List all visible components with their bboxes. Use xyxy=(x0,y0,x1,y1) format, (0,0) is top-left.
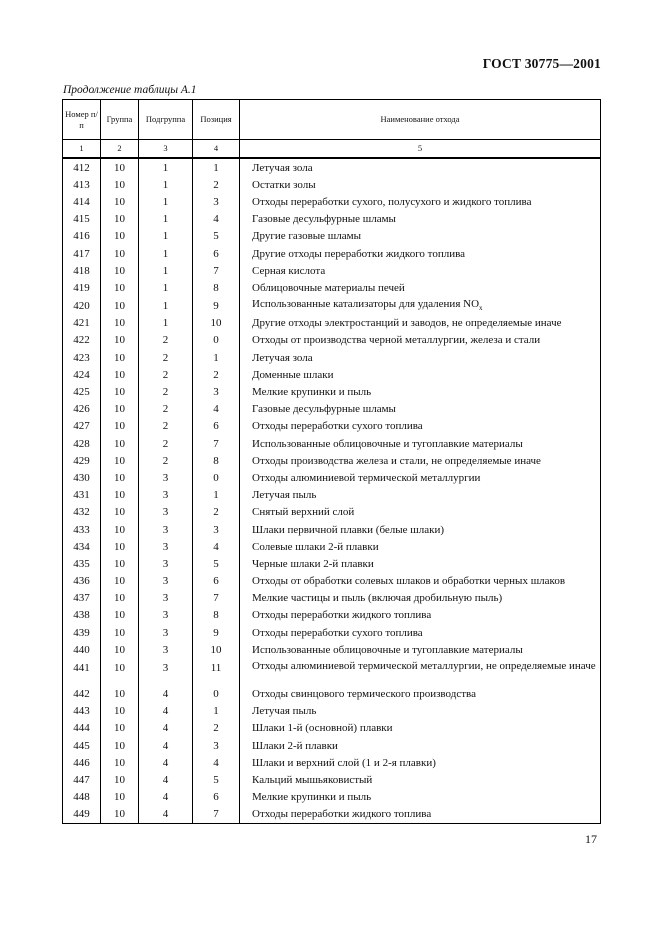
row-position: 7 xyxy=(193,262,240,279)
row-subgroup: 4 xyxy=(139,771,193,788)
row-position: 2 xyxy=(193,176,240,193)
row-number: 430 xyxy=(63,469,101,486)
table-body xyxy=(63,158,601,823)
row-subgroup: 3 xyxy=(139,624,193,641)
row-subgroup: 2 xyxy=(139,452,193,469)
row-number: 429 xyxy=(63,452,101,469)
row-number: 414 xyxy=(63,193,101,210)
table-row xyxy=(63,418,601,435)
table-row xyxy=(63,685,601,702)
row-group: 10 xyxy=(101,538,139,555)
row-position: 7 xyxy=(193,806,240,824)
row-group: 10 xyxy=(101,624,139,641)
row-group: 10 xyxy=(101,228,139,245)
row-group: 10 xyxy=(101,176,139,193)
table-row xyxy=(63,590,601,607)
row-waste-name: Отходы алюминиевой термической металлургии xyxy=(240,469,601,486)
row-position: 6 xyxy=(193,789,240,806)
row-number: 420 xyxy=(63,297,101,315)
row-waste-name: Мелкие крупинки и пыль xyxy=(240,383,601,400)
row-waste-name: Кальций мышьяковистый xyxy=(240,771,601,788)
table-row xyxy=(63,315,601,332)
column-number-row xyxy=(63,140,601,159)
row-position: 10 xyxy=(193,641,240,658)
row-waste-name: Отходы алюминиевой термической металлургии, не определяемые иначе xyxy=(240,658,601,685)
col-header-position: Позиция xyxy=(193,100,240,140)
row-subgroup: 1 xyxy=(139,245,193,262)
row-group: 10 xyxy=(101,279,139,296)
row-number: 425 xyxy=(63,383,101,400)
row-position: 7 xyxy=(193,590,240,607)
row-waste-name: Летучая пыль xyxy=(240,487,601,504)
row-waste-name: Летучая зола xyxy=(240,158,601,176)
table-row xyxy=(63,349,601,366)
table-row xyxy=(63,658,601,685)
table-row xyxy=(63,297,601,315)
row-subgroup: 3 xyxy=(139,641,193,658)
row-position: 7 xyxy=(193,435,240,452)
table-row xyxy=(63,607,601,624)
row-waste-name: Отходы переработки сухого, полусухого и жидкого топлива xyxy=(240,193,601,210)
row-position: 6 xyxy=(193,245,240,262)
table-row xyxy=(63,262,601,279)
row-subgroup: 4 xyxy=(139,737,193,754)
row-waste-name: Шлаки 1-й (основной) плавки xyxy=(240,720,601,737)
row-position: 1 xyxy=(193,158,240,176)
row-number: 423 xyxy=(63,349,101,366)
table-row xyxy=(63,193,601,210)
row-waste-name: Другие отходы переработки жидкого топлива xyxy=(240,245,601,262)
col-number: 4 xyxy=(193,140,240,159)
row-position: 6 xyxy=(193,573,240,590)
row-position: 8 xyxy=(193,452,240,469)
row-number: 426 xyxy=(63,401,101,418)
row-group: 10 xyxy=(101,193,139,210)
table-row xyxy=(63,720,601,737)
row-number: 440 xyxy=(63,641,101,658)
row-group: 10 xyxy=(101,737,139,754)
row-number: 419 xyxy=(63,279,101,296)
table-row xyxy=(63,435,601,452)
row-group: 10 xyxy=(101,789,139,806)
row-waste-name: Черные шлаки 2-й плавки xyxy=(240,555,601,572)
row-waste-name: Серная кислота xyxy=(240,262,601,279)
row-subgroup: 3 xyxy=(139,469,193,486)
table-row xyxy=(63,211,601,228)
row-waste-name: Газовые десульфурные шламы xyxy=(240,401,601,418)
row-waste-name: Шлаки 2-й плавки xyxy=(240,737,601,754)
row-subgroup: 4 xyxy=(139,685,193,702)
row-waste-name: Остатки золы xyxy=(240,176,601,193)
row-number: 444 xyxy=(63,720,101,737)
row-group: 10 xyxy=(101,211,139,228)
row-subgroup: 2 xyxy=(139,383,193,400)
row-number: 436 xyxy=(63,573,101,590)
table-row xyxy=(63,401,601,418)
table-caption: Продолжение таблицы А.1 xyxy=(63,84,197,96)
row-position: 5 xyxy=(193,771,240,788)
row-subgroup: 3 xyxy=(139,590,193,607)
row-group: 10 xyxy=(101,487,139,504)
row-subgroup: 2 xyxy=(139,349,193,366)
waste-table xyxy=(62,99,601,824)
row-number: 432 xyxy=(63,504,101,521)
row-number: 442 xyxy=(63,685,101,702)
row-subgroup: 3 xyxy=(139,573,193,590)
row-waste-name: Отходы переработки сухого топлива xyxy=(240,624,601,641)
row-waste-name: Использованные облицовочные и тугоплавкие материалы xyxy=(240,641,601,658)
table-row xyxy=(63,771,601,788)
row-position: 3 xyxy=(193,737,240,754)
row-waste-name: Летучая зола xyxy=(240,349,601,366)
row-subgroup: 4 xyxy=(139,806,193,824)
row-number: 449 xyxy=(63,806,101,824)
col-header-number: Номер п/п xyxy=(63,100,101,140)
row-waste-name: Другие газовые шламы xyxy=(240,228,601,245)
row-position: 9 xyxy=(193,297,240,315)
row-waste-name: Доменные шлаки xyxy=(240,366,601,383)
row-waste-name: Отходы переработки жидкого топлива xyxy=(240,607,601,624)
row-number: 435 xyxy=(63,555,101,572)
row-waste-name: Использованные катализаторы для удаления $NO_x$ xyxy=(240,297,601,315)
row-number: 427 xyxy=(63,418,101,435)
row-position: 1 xyxy=(193,487,240,504)
row-number: 422 xyxy=(63,332,101,349)
row-subgroup: 3 xyxy=(139,607,193,624)
row-number: 428 xyxy=(63,435,101,452)
table-row xyxy=(63,703,601,720)
row-group: 10 xyxy=(101,555,139,572)
table-row xyxy=(63,176,601,193)
row-group: 10 xyxy=(101,521,139,538)
row-subgroup: 4 xyxy=(139,703,193,720)
row-number: 441 xyxy=(63,658,101,685)
table-row xyxy=(63,555,601,572)
col-header-waste-name: Наименование отхода xyxy=(240,100,601,140)
table-row xyxy=(63,521,601,538)
row-number: 418 xyxy=(63,262,101,279)
table-row xyxy=(63,245,601,262)
row-position: 8 xyxy=(193,279,240,296)
row-number: 416 xyxy=(63,228,101,245)
row-subgroup: 3 xyxy=(139,658,193,685)
table-row xyxy=(63,452,601,469)
row-group: 10 xyxy=(101,754,139,771)
row-waste-name: Отходы переработки сухого топлива xyxy=(240,418,601,435)
row-group: 10 xyxy=(101,703,139,720)
row-subgroup: 2 xyxy=(139,332,193,349)
row-position: 3 xyxy=(193,521,240,538)
table-row xyxy=(63,487,601,504)
row-waste-name: Использованные облицовочные и тугоплавкие материалы xyxy=(240,435,601,452)
row-position: 0 xyxy=(193,332,240,349)
row-subgroup: 1 xyxy=(139,158,193,176)
row-number: 412 xyxy=(63,158,101,176)
row-subgroup: 2 xyxy=(139,401,193,418)
row-number: 439 xyxy=(63,624,101,641)
table-row xyxy=(63,806,601,824)
row-waste-name: Отходы переработки жидкого топлива xyxy=(240,806,601,824)
row-number: 433 xyxy=(63,521,101,538)
row-group: 10 xyxy=(101,297,139,315)
row-waste-name: Отходы производства железа и стали, не определяемые иначе xyxy=(240,452,601,469)
row-group: 10 xyxy=(101,452,139,469)
row-number: 448 xyxy=(63,789,101,806)
table-row xyxy=(63,279,601,296)
row-group: 10 xyxy=(101,469,139,486)
row-waste-name: Шлаки и верхний слой (1 и 2-я плавки) xyxy=(240,754,601,771)
table-row xyxy=(63,366,601,383)
row-number: 434 xyxy=(63,538,101,555)
row-group: 10 xyxy=(101,504,139,521)
page-number: 17 xyxy=(585,832,597,846)
row-group: 10 xyxy=(101,332,139,349)
col-header-group: Группа xyxy=(101,100,139,140)
row-position: 4 xyxy=(193,754,240,771)
row-group: 10 xyxy=(101,806,139,824)
row-position: 3 xyxy=(193,193,240,210)
row-position: 9 xyxy=(193,624,240,641)
row-group: 10 xyxy=(101,573,139,590)
row-group: 10 xyxy=(101,245,139,262)
row-group: 10 xyxy=(101,366,139,383)
table-row xyxy=(63,573,601,590)
col-header-subgroup: Подгруппа xyxy=(139,100,193,140)
row-position: 4 xyxy=(193,401,240,418)
row-number: 431 xyxy=(63,487,101,504)
row-group: 10 xyxy=(101,315,139,332)
document-code: ГОСТ 30775—2001 xyxy=(482,56,601,71)
col-number: 3 xyxy=(139,140,193,159)
row-subgroup: 3 xyxy=(139,555,193,572)
row-waste-name: Снятый верхний слой xyxy=(240,504,601,521)
table-row xyxy=(63,383,601,400)
row-group: 10 xyxy=(101,720,139,737)
row-waste-name: Шлаки первичной плавки (белые шлаки) xyxy=(240,521,601,538)
row-waste-name: Отходы от производства черной металлургии, железа и стали xyxy=(240,332,601,349)
row-position: 8 xyxy=(193,607,240,624)
row-group: 10 xyxy=(101,771,139,788)
table-row xyxy=(63,228,601,245)
table-row xyxy=(63,158,601,176)
row-number: 415 xyxy=(63,211,101,228)
table-row xyxy=(63,641,601,658)
table-row xyxy=(63,504,601,521)
row-waste-name: Мелкие частицы и пыль (включая дробильную пыль) xyxy=(240,590,601,607)
row-group: 10 xyxy=(101,383,139,400)
row-group: 10 xyxy=(101,685,139,702)
row-position: 2 xyxy=(193,720,240,737)
row-number: 446 xyxy=(63,754,101,771)
row-group: 10 xyxy=(101,349,139,366)
row-subgroup: 3 xyxy=(139,538,193,555)
row-waste-name: Солевые шлаки 2-й плавки xyxy=(240,538,601,555)
row-position: 11 xyxy=(193,658,240,685)
row-position: 0 xyxy=(193,685,240,702)
table-header-row xyxy=(63,100,601,140)
row-number: 443 xyxy=(63,703,101,720)
row-subgroup: 2 xyxy=(139,418,193,435)
row-subgroup: 4 xyxy=(139,754,193,771)
row-number: 413 xyxy=(63,176,101,193)
row-number: 437 xyxy=(63,590,101,607)
row-subgroup: 3 xyxy=(139,487,193,504)
row-number: 417 xyxy=(63,245,101,262)
row-position: 3 xyxy=(193,383,240,400)
row-position: 6 xyxy=(193,418,240,435)
row-waste-name: Облицовочные материалы печей xyxy=(240,279,601,296)
row-group: 10 xyxy=(101,658,139,685)
row-position: 0 xyxy=(193,469,240,486)
row-group: 10 xyxy=(101,641,139,658)
row-group: 10 xyxy=(101,158,139,176)
row-subgroup: 1 xyxy=(139,262,193,279)
row-subgroup: 1 xyxy=(139,279,193,296)
table-row xyxy=(63,789,601,806)
row-position: 1 xyxy=(193,349,240,366)
row-position: 5 xyxy=(193,228,240,245)
row-number: 421 xyxy=(63,315,101,332)
row-number: 445 xyxy=(63,737,101,754)
row-position: 2 xyxy=(193,366,240,383)
row-waste-name: Мелкие крупинки и пыль xyxy=(240,789,601,806)
row-number: 447 xyxy=(63,771,101,788)
row-subgroup: 1 xyxy=(139,211,193,228)
table-row xyxy=(63,332,601,349)
row-position: 5 xyxy=(193,555,240,572)
col-number: 1 xyxy=(63,140,101,159)
row-group: 10 xyxy=(101,401,139,418)
row-subgroup: 1 xyxy=(139,176,193,193)
row-subgroup: 3 xyxy=(139,504,193,521)
row-position: 1 xyxy=(193,703,240,720)
row-position: 10 xyxy=(193,315,240,332)
row-group: 10 xyxy=(101,590,139,607)
row-waste-name: Летучая пыль xyxy=(240,703,601,720)
row-waste-name: Другие отходы электростанций и заводов, не определяемые иначе xyxy=(240,315,601,332)
table-row xyxy=(63,469,601,486)
table-row xyxy=(63,754,601,771)
row-group: 10 xyxy=(101,435,139,452)
row-subgroup: 1 xyxy=(139,193,193,210)
table-row xyxy=(63,624,601,641)
row-subgroup: 2 xyxy=(139,366,193,383)
row-number: 424 xyxy=(63,366,101,383)
row-group: 10 xyxy=(101,607,139,624)
row-waste-name: Газовые десульфурные шламы xyxy=(240,211,601,228)
row-subgroup: 1 xyxy=(139,228,193,245)
row-position: 4 xyxy=(193,211,240,228)
row-subgroup: 1 xyxy=(139,297,193,315)
row-group: 10 xyxy=(101,418,139,435)
row-position: 2 xyxy=(193,504,240,521)
row-subgroup: 3 xyxy=(139,521,193,538)
row-number: 438 xyxy=(63,607,101,624)
row-subgroup: 2 xyxy=(139,435,193,452)
table-row xyxy=(63,737,601,754)
row-subgroup: 4 xyxy=(139,789,193,806)
col-number: 2 xyxy=(101,140,139,159)
row-position: 4 xyxy=(193,538,240,555)
col-number: 5 xyxy=(240,140,601,159)
row-subgroup: 4 xyxy=(139,720,193,737)
table-row xyxy=(63,538,601,555)
row-group: 10 xyxy=(101,262,139,279)
row-subgroup: 1 xyxy=(139,315,193,332)
row-waste-name: Отходы от обработки солевых шлаков и обработки черных шлаков xyxy=(240,573,601,590)
row-waste-name: Отходы свинцового термического производства xyxy=(240,685,601,702)
